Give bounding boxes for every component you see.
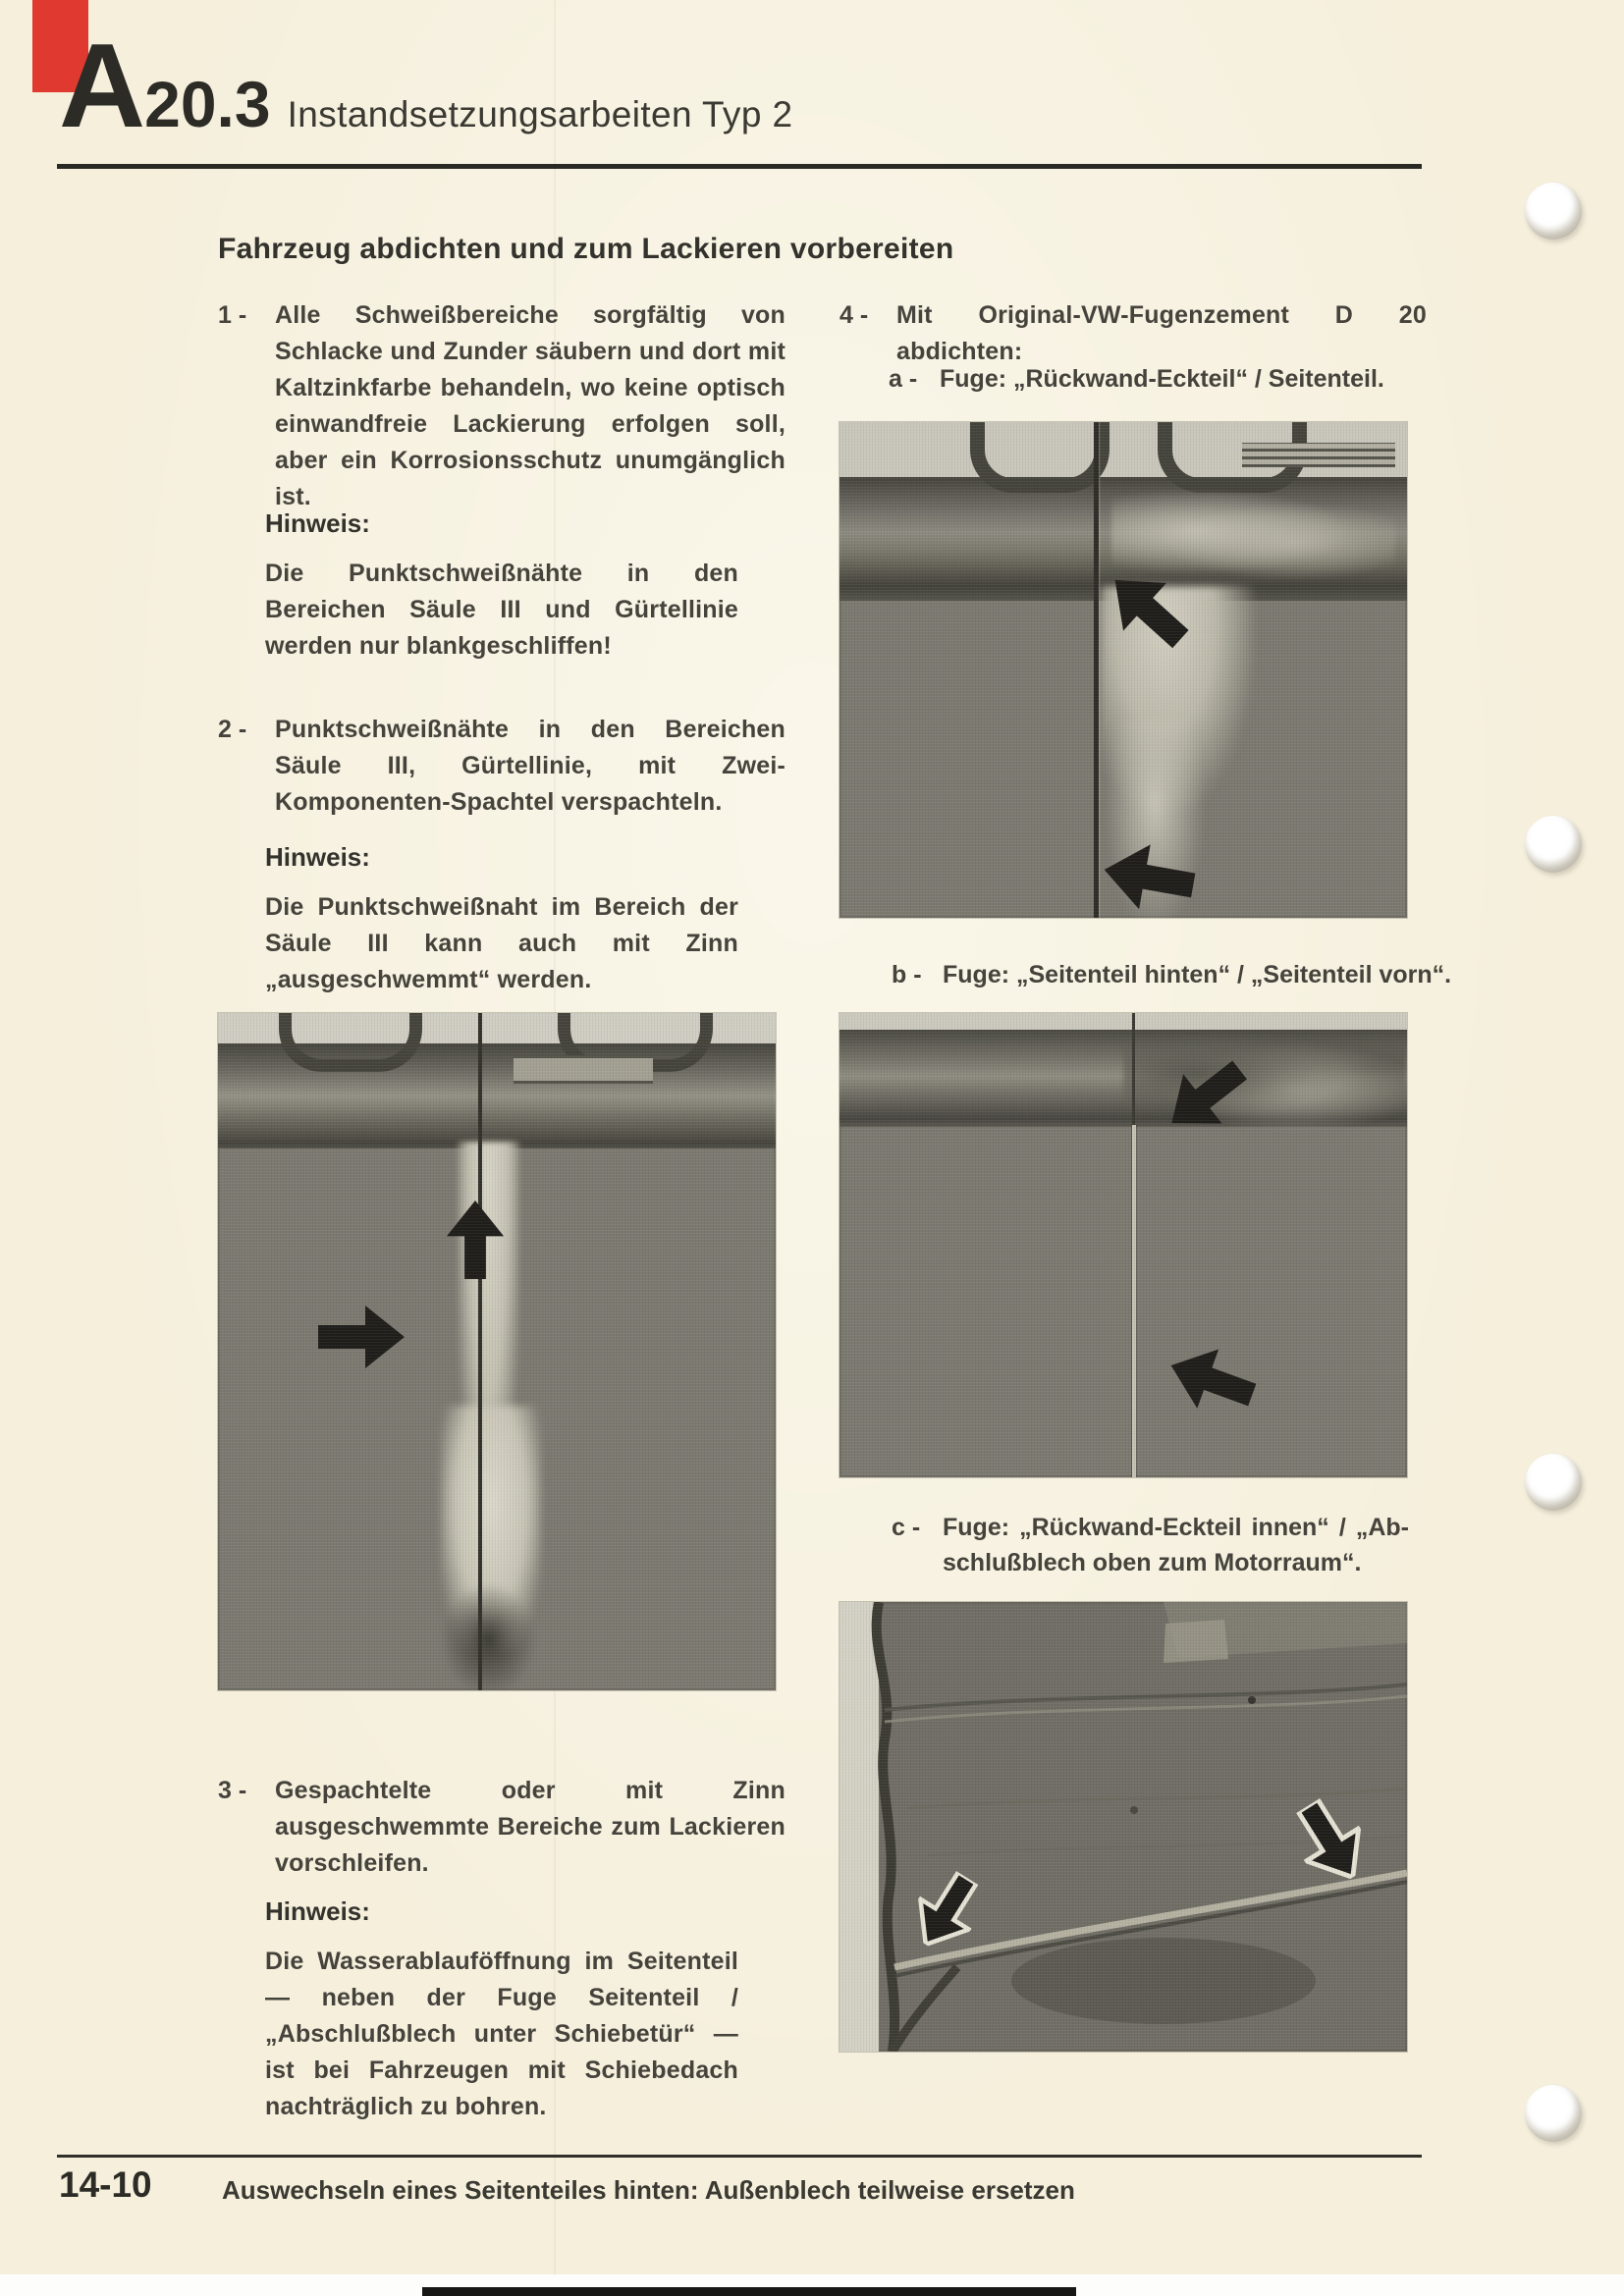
hinweis-label: Hinweis: xyxy=(265,1896,370,1926)
page-header xyxy=(59,19,793,152)
item-text: Alle Schweißbereiche sorgfältig von Schlacke und Zunder säubern und dort mit Kaltzinkfarbe behandeln, wo keine optisch einwandfreie Lackierung erfolgen soll, aber ein Korrosionsschutz unumgänglich ist. xyxy=(275,301,785,510)
item-number: 4 - xyxy=(839,301,869,329)
section-code-number: 20.3 xyxy=(144,68,271,140)
list-item-4 xyxy=(839,297,1427,370)
weld-seam-line xyxy=(1132,1013,1135,1125)
section-title: Instandsetzungsarbeiten Typ 2 xyxy=(287,94,793,134)
caption-prefix: a - xyxy=(889,365,918,393)
hinweis-block-2 xyxy=(265,842,738,998)
hinweis-block-3 xyxy=(265,1896,738,2125)
page-number: 14-10 xyxy=(59,2164,152,2205)
section-code-letter: A xyxy=(59,19,143,152)
footer-rule xyxy=(57,2155,1422,2158)
hinweis-label: Hinweis: xyxy=(265,842,370,872)
hinweis-text: Die Wasserablauföffnung im Seitenteil — neben der Fuge Seitenteil / „Abschlußblech unter Schiebetür“ — ist bei Fahrzeugen mit Schiebedach nachträglich zu bohren. xyxy=(265,1948,738,2120)
footer-title: Auswechseln eines Seitenteiles hinten: Außenblech teilweise ersetzen xyxy=(222,2175,1075,2205)
arrow-up-left-icon xyxy=(1161,1334,1264,1424)
hinweis-text: Die Punktschweißnaht im Bereich der Säule III kann auch mit Zinn „ausgeschwemmt“ werden. xyxy=(265,893,738,993)
scan-artifact-bar xyxy=(422,2287,1076,2296)
caption-prefix: b - xyxy=(892,961,922,988)
punch-hole xyxy=(1525,816,1582,873)
caption-text: Fuge: „Rückwand-Eckteil“ / Seitenteil. xyxy=(940,365,1384,393)
photo-fuge-rueckwand-eckteil xyxy=(839,422,1407,918)
punch-hole xyxy=(1525,183,1582,240)
punch-hole xyxy=(1525,2085,1582,2142)
window-corner-shape xyxy=(970,422,1110,493)
weld-seam-line xyxy=(1132,1125,1136,1477)
hinweis-text: Die Punktschweißnähte in den Bereichen Säule III und Gürtellinie werden nur blankgeschliffen! xyxy=(265,560,738,660)
arrow-left-icon xyxy=(1098,836,1199,918)
page-title: Fahrzeug abdichten und zum Lackieren vorbereiten xyxy=(218,233,954,265)
caption-prefix: c - xyxy=(892,1514,921,1541)
hinweis-block-1 xyxy=(265,508,738,665)
item-number: 3 - xyxy=(218,1777,247,1804)
hinge-detail xyxy=(514,1055,653,1084)
list-item-1 xyxy=(218,297,785,515)
item-text: Gespachtelte oder mit Zinn ausgeschwemmte Bereiche zum Lackieren vorschleifen. xyxy=(275,1777,785,1877)
item-text: Mit Original-VW-Fugenzement D 20 abdichten: xyxy=(896,301,1427,365)
arrow-right-icon xyxy=(318,1305,405,1369)
photo-abschlussblech-motorraum xyxy=(839,1602,1407,2052)
dark-blotch xyxy=(441,1582,536,1690)
arrow-up-icon xyxy=(445,1201,506,1279)
photo-seam-saeule-iii xyxy=(218,1013,776,1690)
photo-caption-b xyxy=(892,957,1453,992)
vent-lines xyxy=(1242,443,1395,467)
item-number: 2 - xyxy=(218,716,247,743)
photo-caption-a xyxy=(889,361,1450,397)
weld-seam-line xyxy=(478,1013,482,1690)
item-number: 1 - xyxy=(218,301,247,329)
photo-background-strip xyxy=(839,1013,1407,1030)
weld-seam-line xyxy=(1094,422,1099,918)
photo-fuge-seitenteil xyxy=(839,1013,1407,1477)
window-corner-shape xyxy=(279,1013,422,1072)
caption-text: Fuge: „Rückwand-Eckteil innen“ / „Abschlußblech oben zum Motorraum“. xyxy=(943,1514,1409,1576)
list-item-2 xyxy=(218,712,785,821)
punch-hole xyxy=(1525,1454,1582,1511)
caption-text: Fuge: „Seitenteil hinten“ / „Seitenteil vorn“. xyxy=(943,961,1452,988)
list-item-3 xyxy=(218,1773,785,1882)
header-rule xyxy=(57,164,1422,169)
hinweis-label: Hinweis: xyxy=(265,508,370,538)
rust-mottling xyxy=(1123,1032,1407,1134)
photo-caption-c xyxy=(892,1510,1409,1580)
item-text: Punktschweißnähte in den Bereichen Säule III, Gürtellinie, mit Zwei-Komponenten-Spachtel verspachteln. xyxy=(275,716,785,816)
